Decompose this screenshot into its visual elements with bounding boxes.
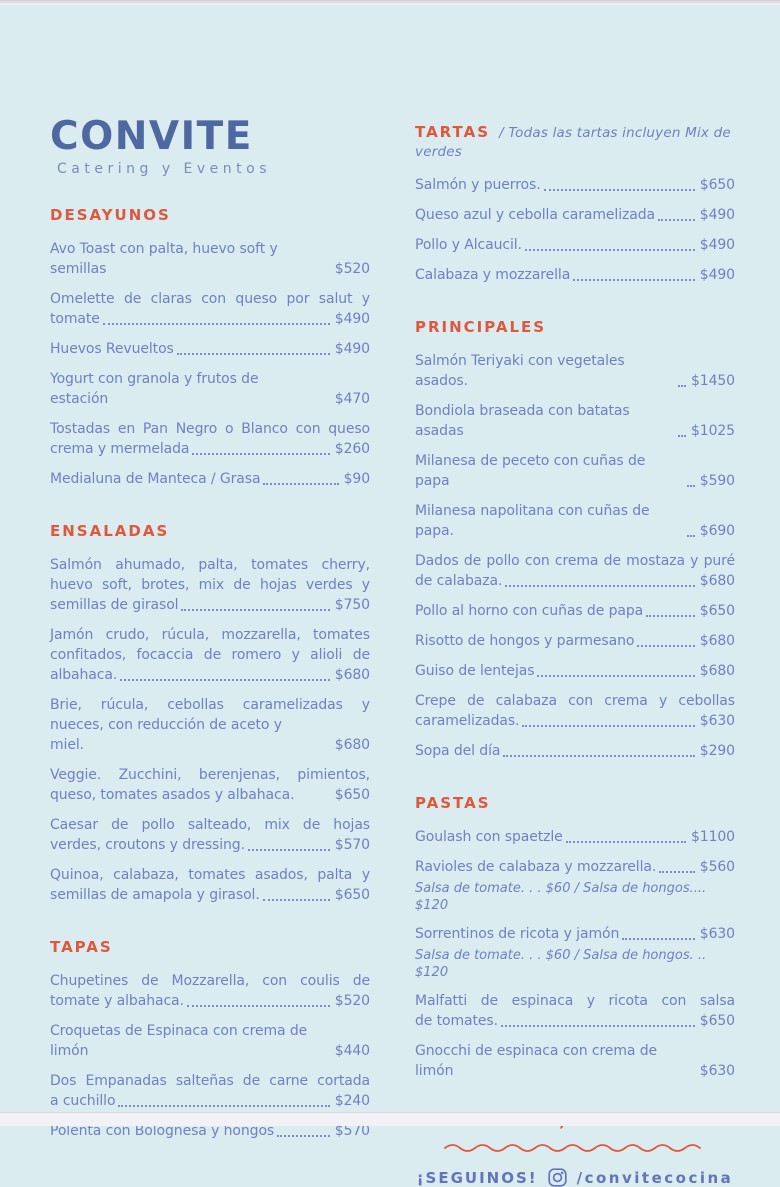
menu-item-name: Queso azul y cebolla caramelizada xyxy=(415,205,655,225)
menu-item xyxy=(50,369,370,409)
menu-item-note: Salsa de tomate. . . $60 / Salsa de hongos. .. $120 xyxy=(415,947,735,981)
item-wrapped-lines xyxy=(50,815,370,835)
instagram-icon xyxy=(548,1168,567,1187)
item-last-line xyxy=(415,401,735,441)
menu-item-name: semillas de girasol xyxy=(50,595,178,615)
menu-item-name: Pollo y Alcaucil. xyxy=(415,235,522,255)
menu-item-name: tomate y albahaca. xyxy=(50,991,184,1011)
menu-item xyxy=(50,289,370,329)
menu-item xyxy=(50,765,370,805)
menu-item-name: Salmón y puerros. xyxy=(415,175,541,195)
section-title-row xyxy=(50,521,370,540)
menu-section xyxy=(415,122,735,285)
item-wrapped-lines xyxy=(415,691,735,711)
menu-item xyxy=(50,1071,370,1111)
menu-item-price: $570 xyxy=(335,1121,370,1141)
item-last-line xyxy=(415,571,735,591)
menu-item-text-line: Salmón ahumado, palta, tomates cherry, xyxy=(50,555,370,575)
dot-leader xyxy=(120,679,330,681)
menu-item-price: $1100 xyxy=(691,827,735,847)
left-sections xyxy=(50,205,370,1141)
menu-item-name: de calabaza. xyxy=(415,571,502,591)
item-last-line xyxy=(415,924,735,944)
dot-leader xyxy=(658,219,695,221)
item-last-line xyxy=(50,991,370,1011)
menu-item-name: de tomates. xyxy=(415,1011,498,1031)
item-last-line xyxy=(415,631,735,651)
menu-item-price: $240 xyxy=(335,1091,370,1111)
section-subtitle: / Todas las tartas incluyen Mix de verdes xyxy=(415,125,731,160)
menu-item xyxy=(50,625,370,685)
menu-item-text-line: Brie, rúcula, cebollas caramelizadas y xyxy=(50,695,370,715)
follow-row xyxy=(415,1168,735,1187)
follow-label xyxy=(417,1169,538,1187)
menu-item-price: $650 xyxy=(335,785,370,805)
menu-item-price: $470 xyxy=(335,389,370,409)
dot-leader xyxy=(248,849,330,851)
menu-item-name: Goulash con spaetzle xyxy=(415,827,563,847)
item-wrapped-lines xyxy=(50,765,370,785)
menu-item-name: Polenta con Bolognesa y hongos xyxy=(50,1121,274,1141)
item-last-line xyxy=(415,857,735,877)
section-items xyxy=(415,175,735,285)
menu-section xyxy=(50,521,370,905)
menu-item-text-line: huevo soft, brotes, mix de hojas verdes y xyxy=(50,575,370,595)
menu-item xyxy=(50,1021,370,1061)
dot-leader xyxy=(566,841,686,843)
menu-item-name: a cuchillo xyxy=(50,1091,115,1111)
dot-leader xyxy=(277,1135,330,1137)
menu-item xyxy=(50,971,370,1011)
menu-item-price: $680 xyxy=(335,665,370,685)
section-title: ENSALADAS xyxy=(50,522,169,540)
menu-item-price: $490 xyxy=(700,235,735,255)
menu-item-price: $680 xyxy=(700,661,735,681)
menu-item xyxy=(415,661,735,681)
item-wrapped-lines xyxy=(50,971,370,991)
section-items xyxy=(50,239,370,489)
menu-item xyxy=(415,631,735,651)
item-last-line xyxy=(50,715,370,755)
item-wrapped-lines xyxy=(50,695,370,715)
menu-item-name: Calabaza y mozzarella xyxy=(415,265,570,285)
menu-item-name: Yogurt con granola y frutos de estación xyxy=(50,369,319,409)
right-sections xyxy=(415,122,735,1081)
item-wrapped-lines xyxy=(415,991,735,1011)
item-last-line xyxy=(415,1041,735,1081)
menu-item xyxy=(415,501,735,541)
menu-item-price: $650 xyxy=(700,175,735,195)
menu-item-name: Milanesa de peceto con cuñas de papa xyxy=(415,451,684,491)
item-last-line xyxy=(50,369,370,409)
menu-item-name: Medialuna de Manteca / Grasa xyxy=(50,469,260,489)
menu-item-text-line: confitados, focaccia de romero y alioli de xyxy=(50,645,370,665)
menu-item-name: Ravioles de calabaza y mozzarella. xyxy=(415,857,656,877)
section-items xyxy=(50,555,370,905)
menu-item-price: $490 xyxy=(700,205,735,225)
dot-leader xyxy=(544,189,695,191)
dot-leader xyxy=(646,615,695,617)
menu-item-name: Salmón Teriyaki con vegetales asados. xyxy=(415,351,675,391)
item-wrapped-lines xyxy=(50,289,370,309)
menu-item-text-line: Dados de pollo con crema de mostaza y puré xyxy=(415,551,735,571)
menu-item-price: $650 xyxy=(700,601,735,621)
item-last-line xyxy=(415,175,735,195)
dot-leader xyxy=(573,279,695,281)
menu-item-text-line: Caesar de pollo salteado, mix de hojas xyxy=(50,815,370,835)
menu-item xyxy=(50,239,370,279)
menu-item xyxy=(415,401,735,441)
dot-leader xyxy=(505,585,694,587)
menu-item-name: Guiso de lentejas xyxy=(415,661,534,681)
menu-item-note: Salsa de tomate. . . $60 / Salsa de hongos.... $120 xyxy=(415,880,735,914)
menu-item-name: Avo Toast con palta, huevo soft y semillas xyxy=(50,239,319,279)
item-last-line xyxy=(415,601,735,621)
dot-leader xyxy=(263,899,330,901)
menu-item-price: $290 xyxy=(700,741,735,761)
menu-item xyxy=(50,815,370,855)
menu-item-price: $560 xyxy=(700,857,735,877)
menu-item-name: Sorrentinos de ricota y jamón xyxy=(415,924,619,944)
item-last-line xyxy=(415,351,735,391)
menu-item-name: Milanesa napolitana con cuñas de papa. xyxy=(415,501,684,541)
item-last-line xyxy=(415,741,735,761)
item-last-line xyxy=(415,235,735,255)
brand-logo: CONVITE xyxy=(50,117,370,158)
dot-leader xyxy=(522,725,694,727)
menu-item-name: caramelizadas. xyxy=(415,711,519,731)
dot-leader xyxy=(192,453,329,455)
menu-item-price: $490 xyxy=(335,339,370,359)
menu-item-price: $490 xyxy=(335,309,370,329)
menu-item-price: $680 xyxy=(335,735,370,755)
section-title-row xyxy=(50,205,370,224)
section-items xyxy=(415,827,735,1081)
item-last-line xyxy=(50,469,370,489)
dot-leader xyxy=(678,385,686,387)
menu-item-name: semillas de amapola y girasol. xyxy=(50,885,260,905)
menu-item-price: $520 xyxy=(335,259,370,279)
menu-item-price: $680 xyxy=(700,571,735,591)
menu-item-name: queso, tomates asados y albahaca. xyxy=(50,785,294,805)
dot-leader xyxy=(687,535,695,537)
dot-leader xyxy=(177,353,330,355)
section-title: PRINCIPALES xyxy=(415,318,546,336)
menu-item-price: $630 xyxy=(700,711,735,731)
item-wrapped-lines xyxy=(415,551,735,571)
menu-item-price: $490 xyxy=(700,265,735,285)
dot-leader xyxy=(263,483,338,485)
menu-item xyxy=(415,857,735,914)
menu-column-right xyxy=(415,117,735,1187)
item-last-line xyxy=(415,1011,735,1031)
dot-leader xyxy=(103,323,330,325)
menu-item xyxy=(50,695,370,755)
menu-item-text-line: Veggie. Zucchini, berenjenas, pimientos, xyxy=(50,765,370,785)
menu-item-name: Pollo al horno con cuñas de papa xyxy=(415,601,643,621)
dot-leader xyxy=(678,435,686,437)
dot-leader xyxy=(503,755,694,757)
section-title: PASTAS xyxy=(415,794,491,812)
section-title: DESAYUNOS xyxy=(50,206,171,224)
menu-item xyxy=(415,691,735,731)
menu-item xyxy=(415,827,735,847)
menu-column-left xyxy=(50,117,370,1187)
menu-item-price: $650 xyxy=(700,1011,735,1031)
item-last-line xyxy=(415,451,735,491)
item-last-line xyxy=(50,665,370,685)
menu-item-price: $1025 xyxy=(691,421,735,441)
menu-item xyxy=(415,235,735,255)
item-last-line xyxy=(50,1091,370,1111)
menu-item xyxy=(415,265,735,285)
menu-item xyxy=(50,865,370,905)
menu-item-price: $520 xyxy=(335,991,370,1011)
menu-item-price: $570 xyxy=(335,835,370,855)
menu-item xyxy=(50,339,370,359)
menu-item-name: Sopa del día xyxy=(415,741,500,761)
menu-item-price: $680 xyxy=(700,631,735,651)
menu-item-price: $750 xyxy=(335,595,370,615)
item-last-line xyxy=(50,1021,370,1061)
dot-leader xyxy=(622,938,695,940)
section-title-row xyxy=(415,122,735,160)
menu-item-name: tomate xyxy=(50,309,100,329)
item-last-line xyxy=(415,661,735,681)
menu-item-text-line: Crepe de calabaza con crema y cebollas xyxy=(415,691,735,711)
menu-item xyxy=(415,205,735,225)
menu-section xyxy=(415,793,735,1081)
menu-item-name: crema y mermelada xyxy=(50,439,189,459)
item-last-line xyxy=(50,339,370,359)
menu-item-name: albahaca. xyxy=(50,665,117,685)
menu-item xyxy=(415,351,735,391)
menu-item-name: verdes, croutons y dressing. xyxy=(50,835,245,855)
item-last-line xyxy=(50,785,370,805)
item-last-line xyxy=(50,239,370,279)
menu-item xyxy=(415,1041,735,1081)
item-last-line xyxy=(50,885,370,905)
menu-item-name: Huevos Revueltos xyxy=(50,339,174,359)
menu-item xyxy=(415,551,735,591)
menu-item-price: $690 xyxy=(700,521,735,541)
dot-leader xyxy=(118,1105,329,1107)
menu-item-text-line: Malfatti de espinaca y ricota con salsa xyxy=(415,991,735,1011)
instagram-handle xyxy=(577,1169,734,1187)
menu-item-name: nueces, con reducción de aceto y miel. xyxy=(50,715,319,755)
brand-block xyxy=(50,117,370,177)
menu-item xyxy=(50,555,370,615)
menu-item xyxy=(415,601,735,621)
menu-item-price: $260 xyxy=(335,439,370,459)
dot-leader xyxy=(687,485,695,487)
item-last-line xyxy=(415,711,735,731)
menu-item-text-line: Quinoa, calabaza, tomates asados, palta y xyxy=(50,865,370,885)
menu-item xyxy=(415,924,735,981)
menu-item xyxy=(415,175,735,195)
menu-item-price: $630 xyxy=(700,924,735,944)
viewer-bottom-strip xyxy=(0,1112,780,1126)
dot-leader xyxy=(187,1005,330,1007)
menu-item-text-line: Dos Empanadas salteñas de carne cortada xyxy=(50,1071,370,1091)
menu-section xyxy=(50,205,370,489)
section-title-row xyxy=(415,793,735,812)
menu-item xyxy=(50,469,370,489)
menu-item-name: Bondiola braseada con batatas asadas xyxy=(415,401,675,441)
item-wrapped-lines xyxy=(50,625,370,665)
menu-item-text-line: Jamón crudo, rúcula, mozzarella, tomates xyxy=(50,625,370,645)
item-wrapped-lines xyxy=(50,865,370,885)
menu-item-price: $630 xyxy=(700,1061,735,1081)
section-title: TARTAS xyxy=(415,123,490,141)
section-title-row xyxy=(415,317,735,336)
item-wrapped-lines xyxy=(50,419,370,439)
section-title: TAPAS xyxy=(50,938,113,956)
dot-leader xyxy=(181,609,329,611)
menu-item xyxy=(415,991,735,1031)
item-last-line xyxy=(50,835,370,855)
menu-item-price: $590 xyxy=(700,471,735,491)
section-items xyxy=(415,351,735,761)
item-last-line xyxy=(50,595,370,615)
squiggle-divider-icon xyxy=(443,1140,707,1152)
item-wrapped-lines xyxy=(50,1071,370,1091)
slogan-text: GOOD FOOD, GOOD MOOD! xyxy=(415,1111,735,1130)
menu-item-price: $90 xyxy=(344,469,370,489)
menu-item xyxy=(50,419,370,459)
dot-leader xyxy=(537,675,694,677)
item-last-line xyxy=(415,827,735,847)
dot-leader xyxy=(637,645,694,647)
item-last-line xyxy=(50,309,370,329)
section-title-row xyxy=(50,937,370,956)
menu-item-name: Risotto de hongos y parmesano xyxy=(415,631,634,651)
menu-item-price: $1450 xyxy=(691,371,735,391)
dot-leader xyxy=(501,1025,695,1027)
dot-leader xyxy=(525,249,695,251)
menu-item-price: $440 xyxy=(335,1041,370,1061)
menu-section xyxy=(50,937,370,1141)
menu-item xyxy=(415,741,735,761)
item-last-line xyxy=(50,439,370,459)
menu-page xyxy=(0,5,780,1187)
menu-item-text-line: Omelette de claras con queso por salut y xyxy=(50,289,370,309)
menu-item xyxy=(415,451,735,491)
item-wrapped-lines xyxy=(50,555,370,595)
menu-item-name: Croquetas de Espinaca con crema de limón xyxy=(50,1021,319,1061)
brand-tagline: Catering y Eventos xyxy=(57,161,370,177)
item-last-line xyxy=(415,205,735,225)
menu-item-text-line: Chupetines de Mozzarella, con coulis de xyxy=(50,971,370,991)
menu-item-price: $650 xyxy=(335,885,370,905)
dot-leader xyxy=(659,871,695,873)
item-last-line xyxy=(415,501,735,541)
menu-item-text-line: Tostadas en Pan Negro o Blanco con queso xyxy=(50,419,370,439)
menu-section xyxy=(415,317,735,761)
item-last-line xyxy=(415,265,735,285)
menu-item-name: Gnocchi de espinaca con crema de limón xyxy=(415,1041,684,1081)
